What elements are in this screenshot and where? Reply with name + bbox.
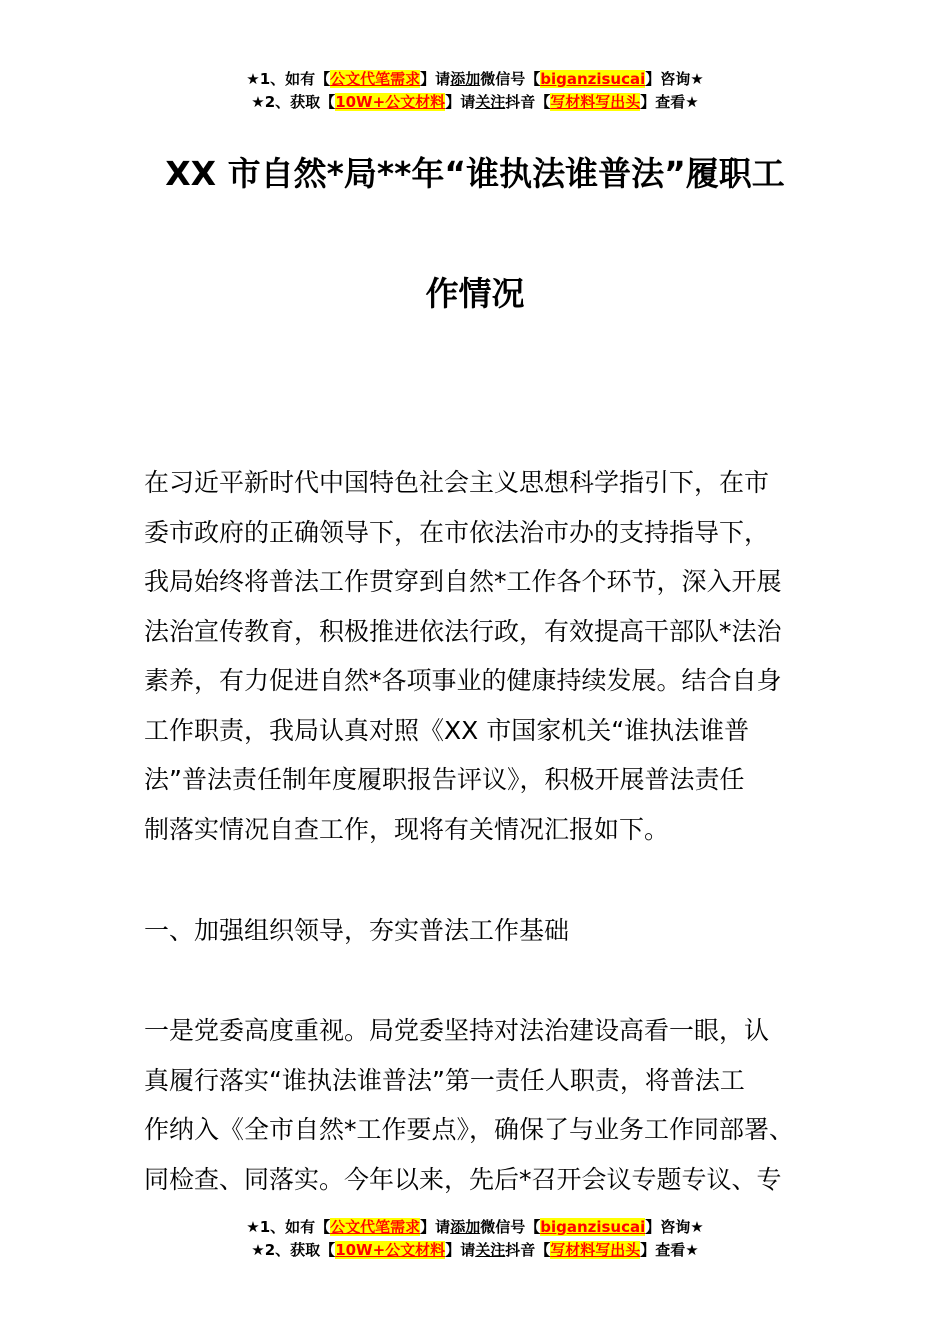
paragraph-line: 一是党委高度重视。局党委坚持对法治建设高看一眼，认 — [144, 1016, 770, 1045]
paragraph-line: 作纳入《全市自然*工作要点》，确保了与业务工作同部署、 — [144, 1115, 795, 1144]
intro-paragraph — [144, 458, 824, 854]
banner-wechat-id: biganzisucai — [540, 70, 646, 88]
paragraph-line: 我局始终将普法工作贯穿到自然*工作各个环节，深入开展 — [144, 567, 782, 596]
banner-text: ★1、如有【 — [246, 70, 331, 88]
banner-text: 】查看★ — [640, 93, 699, 111]
banner-text: 】咨询★ — [645, 70, 704, 88]
banner-highlight: 公文代笔需求 — [330, 70, 421, 88]
section-heading: 一、加强组织领导，夯实普法工作基础 — [144, 916, 570, 945]
paragraph-line: 法治宣传教育，积极推进依法行政，有效提高干部队*法治 — [144, 616, 782, 646]
banner-douyin-id: 写材料写出头 — [550, 1241, 641, 1259]
banner-text: 】查看★ — [640, 1241, 699, 1259]
paragraph-line: 工作职责，我局认真对照《XX 市国家机关“谁执法谁普 — [144, 715, 750, 745]
footer-banner — [0, 1216, 950, 1262]
document-title-line-1: XX 市自然*局**年“谁执法谁普法”履职工 — [165, 154, 785, 193]
banner-text: ★2、获取【 — [251, 1241, 336, 1259]
banner-highlight: 10W+公文材料 — [335, 1241, 446, 1259]
banner-text: 抖音【 — [505, 93, 551, 111]
paragraph-line: 真履行落实“谁执法谁普法”第一责任人职责，将普法工 — [144, 1065, 745, 1095]
banner-text: 抖音【 — [505, 1241, 551, 1259]
banner-text: ★2、获取【 — [251, 93, 336, 111]
banner-line-2 — [0, 91, 950, 114]
section-paragraph — [144, 1006, 824, 1204]
paragraph-line: 委市政府的正确领导下，在市依法治市办的支持指导下， — [144, 517, 770, 547]
banner-text: 】请 — [445, 93, 476, 111]
banner-text: 】请 — [420, 70, 451, 88]
banner-line-1 — [0, 1216, 950, 1239]
paragraph-line: 制落实情况自查工作，现将有关情况汇报如下。 — [144, 814, 670, 844]
banner-douyin-id: 写材料写出头 — [550, 93, 641, 111]
document-title-line-2: 作情况 — [425, 274, 525, 313]
banner-underlined: 关注 — [475, 1241, 506, 1259]
banner-highlight: 公文代笔需求 — [330, 1218, 421, 1236]
banner-text: 微信号【 — [480, 1218, 541, 1236]
paragraph-line: 素养，有力促进自然*各项事业的健康持续发展。结合自身 — [144, 666, 782, 695]
banner-text: 】请 — [420, 1218, 451, 1236]
banner-underlined: 添加 — [450, 1218, 481, 1236]
paragraph-line: 法”普法责任制年度履职报告评议》，积极开展普法责任 — [144, 765, 745, 794]
banner-underlined: 关注 — [475, 93, 506, 111]
banner-underlined: 添加 — [450, 70, 481, 88]
paragraph-line: 在习近平新时代中国特色社会主义思想科学指引下，在市 — [144, 468, 770, 497]
banner-text: 】请 — [445, 1241, 476, 1259]
header-banner — [0, 68, 950, 114]
banner-highlight: 10W+公文材料 — [335, 93, 446, 111]
banner-wechat-id: biganzisucai — [540, 1218, 646, 1236]
paragraph-line: 同检查、同落实。今年以来，先后*召开会议专题专议、专 — [144, 1164, 782, 1194]
banner-text: 微信号【 — [480, 70, 541, 88]
banner-line-2 — [0, 1239, 950, 1262]
banner-text: ★1、如有【 — [246, 1218, 331, 1236]
banner-line-1 — [0, 68, 950, 91]
banner-text: 】咨询★ — [645, 1218, 704, 1236]
